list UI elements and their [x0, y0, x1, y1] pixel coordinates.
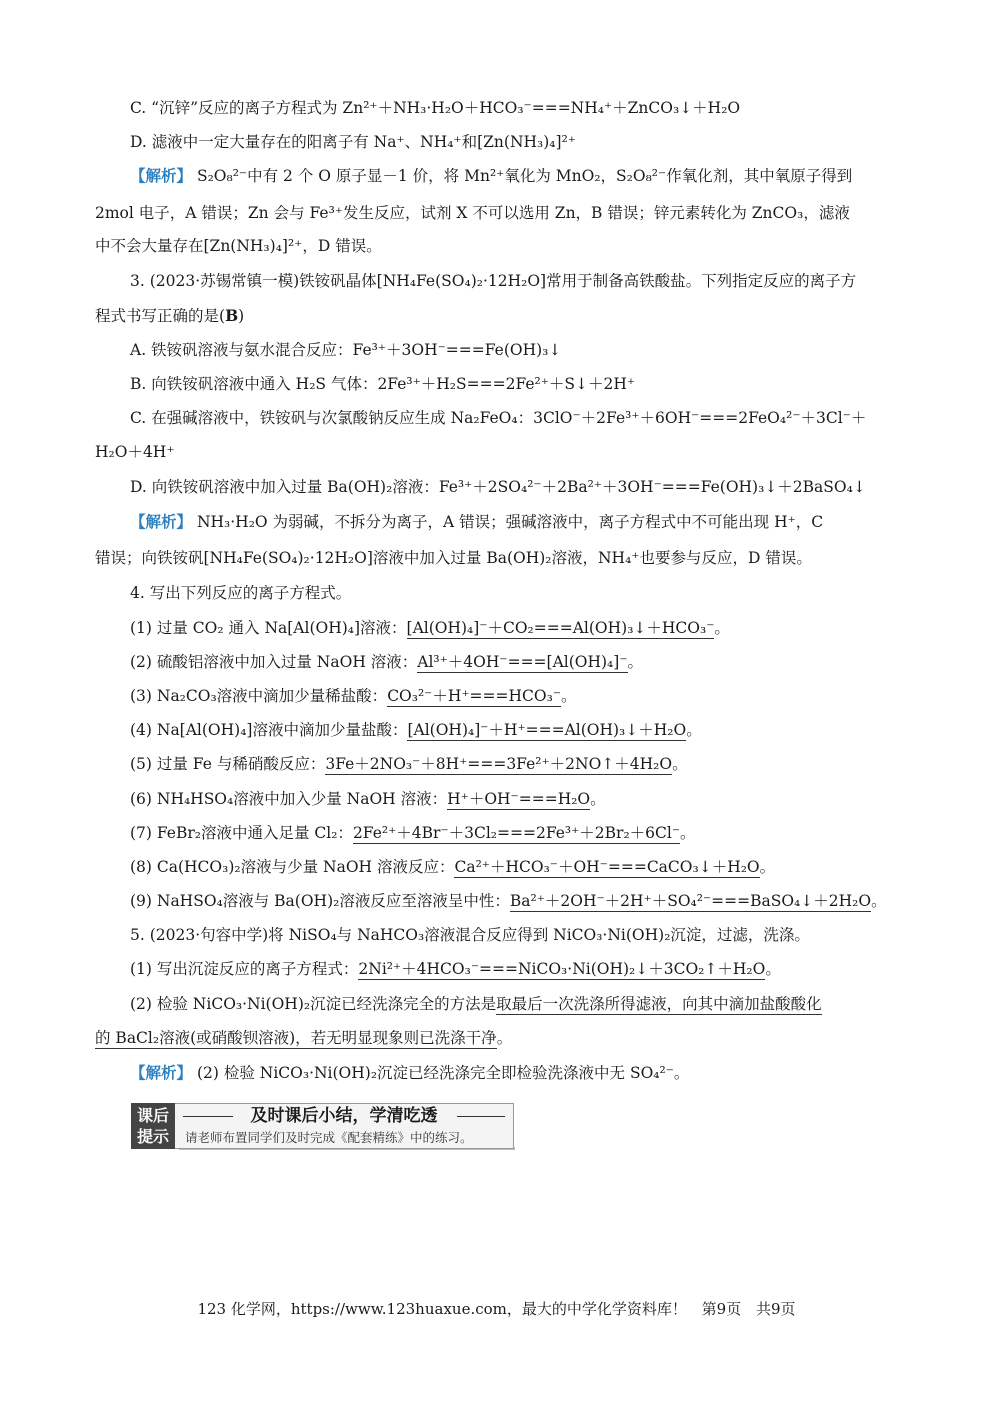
item-answer: CO₃²⁻＋H⁺===HCO₃⁻ [387, 687, 562, 705]
q4-item-8 [130, 856, 775, 878]
q4-item-3 [130, 685, 577, 707]
period: 。 [871, 892, 887, 910]
item-answer: 的 BaCl₂溶液(或硝酸钡溶液)，若无明显现象则已洗涤干净 [95, 1029, 497, 1047]
option-d: D. 滤液中一定大量存在的阳离子有 Na⁺、NH₄⁺和[Zn(NH₃)₄]²⁺ [130, 133, 576, 151]
banner-label-top: 课后 [136, 1106, 169, 1125]
item-answer: 2Ni²⁺＋4HCO₃⁻===NiCO₃·Ni(OH)₂↓＋3CO₂↑＋H₂O [358, 960, 766, 978]
option-d: D. 向铁铵矾溶液中加入过量 Ba(OH)₂溶液：Fe³⁺＋2SO₄²⁻＋2Ba²⁺＋3OH⁻===Fe(OH)₃↓＋2BaSO₄↓ [130, 478, 866, 496]
analysis-text: NH₃·H₂O 为弱碱，不拆分为离子，A 错误；强碱溶液中，离子方程式中不可能出现 H⁺，C [196, 513, 824, 531]
period: 。 [765, 960, 781, 978]
option-c-cont: H₂O＋4H⁺ [95, 443, 175, 461]
question-3-stem: 3. (2023·苏锡常镇一模)铁铵矾晶体[NH₄Fe(SO₄)₂·12H₂O]常用于制备高铁酸盐。下列指定反应的离子方 [130, 272, 857, 290]
q4-item-6 [130, 788, 606, 810]
item-question: (1) 过量 CO₂ 通入 Na[Al(OH)₄]溶液： [130, 619, 407, 637]
period: 。 [561, 687, 577, 705]
footer-site: 123 化学网，https://www.123huaxue.com，最大的中学化学资料库！ [197, 1300, 687, 1318]
item-question: (5) 过量 Fe 与稀硝酸反应： [130, 755, 326, 773]
item-question: (7) FeBr₂溶液中通入足量 Cl₂： [130, 824, 353, 842]
q4-item-2 [130, 651, 643, 673]
period: 。 [759, 858, 776, 876]
q4-item-9 [130, 890, 887, 912]
item-answer: 取最后一次洗涤所得滤液，向其中滴加盐酸酸化 [496, 995, 822, 1013]
item-answer: 2Fe²⁺＋4Br⁻＋3Cl₂===2Fe³⁺＋2Br₂＋6Cl⁻ [352, 824, 681, 842]
analysis-line: 2mol 电子，A 错误；Zn 会与 Fe³⁺发生反应，试剂 X 不可以选用 Zn，B 错误；锌元素转化为 ZnCO₃，滤液 [95, 204, 850, 222]
option-c: C. 在强碱溶液中，铁铵矾与次氯酸钠反应生成 Na₂FeO₄：3ClO⁻＋2Fe³⁺＋6OH⁻===2FeO₄²⁻＋3Cl⁻＋ [130, 409, 867, 427]
option-b: B. 向铁铵矾溶液中通入 H₂S 气体：2Fe³⁺＋H₂S===2Fe²⁺＋S↓＋2H⁺ [130, 375, 636, 393]
option-c: C. “沉锌”反应的离子方程式为 Zn²⁺＋NH₃·H₂O＋HCO₃⁻===NH₄⁺＋ZnCO₃↓＋H₂O [130, 99, 741, 117]
footer-total-pages: 共9页 [755, 1300, 796, 1318]
answer-letter: B [225, 306, 239, 325]
banner-box [175, 1103, 514, 1149]
item-question: (8) Ca(HCO₃)₂溶液与少量 NaOH 溶液反应： [130, 858, 455, 876]
analysis-tag: 【解析】 [130, 1063, 193, 1082]
stem-text: ) [238, 307, 245, 325]
analysis-text: (2) 检验 NiCO₃·Ni(OH)₂沉淀已经洗涤完全即检验洗涤液中无 SO₄²⁻。 [196, 1064, 690, 1082]
item-answer: H⁺＋OH⁻===H₂O [447, 790, 591, 808]
q5-item-2-cont [95, 1027, 512, 1049]
item-question: (3) Na₂CO₃溶液中滴加少量稀盐酸： [130, 687, 388, 705]
item-answer: Ca²⁺＋HCO₃⁻＋OH⁻===CaCO₃↓＋H₂O [454, 858, 760, 876]
analysis-line: 中不会大量存在[Zn(NH₃)₄]²⁺，D 错误。 [95, 237, 382, 255]
analysis-line [130, 165, 852, 187]
q4-item-5 [130, 753, 688, 775]
item-question: (6) NH₄HSO₄溶液中加入少量 NaOH 溶液： [130, 790, 448, 808]
q5-item-2 [130, 993, 822, 1015]
banner-title: 及时课后小结，学清吃透 [250, 1106, 438, 1126]
banner-subtitle: 请老师布置同学们及时完成《配套精练》中的练习。 [185, 1130, 473, 1145]
period: 。 [672, 755, 688, 773]
analysis-text: S₂O₈²⁻中有 2 个 O 原子显－1 价，将 Mn²⁺氧化为 MnO₂，S₂O₈²⁻作氧化剂，其中氧原子得到 [196, 167, 853, 185]
item-answer: Ba²⁺＋2OH⁻＋2H⁺＋SO₄²⁻===BaSO₄↓＋2H₂O [509, 892, 872, 910]
period: 。 [686, 721, 702, 739]
item-answer: Al³⁺＋4OH⁻===[Al(OH)₄]⁻ [417, 653, 628, 671]
q4-item-1 [130, 617, 730, 639]
item-question: (4) Na[Al(OH)₄]溶液中滴加少量盐酸： [130, 721, 408, 739]
footer-page-number: 第9页 [701, 1300, 742, 1318]
analysis-line: 错误；向铁铵矾[NH₄Fe(SO₄)₂·12H₂O]溶液中加入过量 Ba(OH)₂溶液，NH₄⁺也要参与反应，D 错误。 [95, 549, 812, 567]
question-3-stem [95, 305, 244, 327]
period: 。 [627, 653, 644, 671]
item-question: (9) NaHSO₄溶液与 Ba(OH)₂溶液反应至溶液呈中性： [130, 892, 510, 910]
after-class-banner [131, 1103, 515, 1149]
stem-text: 程式书写正确的是( [95, 307, 226, 325]
option-a: A. 铁铵矾溶液与氨水混合反应：Fe³⁺＋3OH⁻===Fe(OH)₃↓ [130, 341, 562, 359]
period: 。 [590, 790, 606, 808]
q5-item-1 [130, 958, 781, 980]
period: 。 [714, 619, 730, 637]
item-question: (2) 硫酸铝溶液中加入过量 NaOH 溶液： [130, 653, 418, 671]
analysis-line [130, 1062, 689, 1084]
banner-label [131, 1103, 175, 1149]
period: 。 [496, 1029, 513, 1047]
period: 。 [680, 824, 696, 842]
analysis-tag: 【解析】 [130, 512, 193, 531]
item-answer: 3Fe＋2NO₃⁻＋8H⁺===3Fe²⁺＋2NO↑＋4H₂O [325, 755, 673, 773]
analysis-line [130, 511, 823, 533]
banner-label-bottom: 提示 [136, 1127, 169, 1146]
question-4-stem: 4. 写出下列反应的离子方程式。 [130, 584, 352, 602]
analysis-tag: 【解析】 [130, 166, 193, 185]
q4-item-4 [130, 719, 702, 741]
item-answer: [Al(OH)₄]⁻＋CO₂===Al(OH)₃↓＋HCO₃⁻ [406, 619, 715, 637]
q4-item-7 [130, 822, 696, 844]
item-question: (1) 写出沉淀反应的离子方程式： [130, 960, 359, 978]
question-5-stem: 5. (2023·句容中学)将 NiSO₄与 NaHCO₃溶液混合反应得到 NiCO₃·Ni(OH)₂沉淀，过滤，洗涤。 [130, 926, 810, 944]
item-question: (2) 检验 NiCO₃·Ni(OH)₂沉淀已经洗涤完全的方法是 [130, 995, 497, 1013]
item-answer: [Al(OH)₄]⁻＋H⁺===Al(OH)₃↓＋H₂O [407, 721, 687, 739]
page-footer [0, 1298, 993, 1319]
